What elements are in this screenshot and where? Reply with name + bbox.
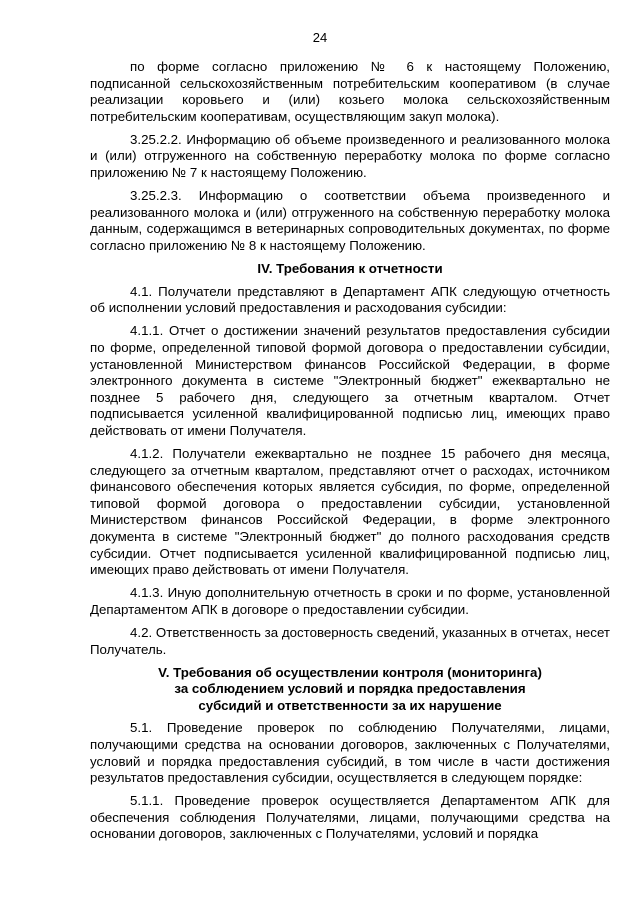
page-number: 24 <box>312 30 328 45</box>
paragraph-4-1: 4.1. Получатели представляют в Департамент АПК следующую отчетность об исполнении условий предоставления и расходования субсидии: <box>90 283 610 316</box>
paragraph-4-1-2: 4.1.2. Получатели ежеквартально не позднее 15 рабочего дня месяца, следующего за отчетным кварталом, представляют отчет о расходах, источником финансового обеспечения которых является субсидия, по форме, определенной типовой формой договора о предоставлении субсидии, установленной Министерством финансов Российской Федерации, в форме электронного документа в системе "Электронный бюджет" до полного расходования средств субсидии. Отчет подписывается усиленной квалифицированной подписью лиц, имеющих право действовать от имени Получателя. <box>90 445 610 578</box>
section-5-heading-line: субсидий и ответственности за их нарушение <box>198 697 502 713</box>
paragraph-5-1-1: 5.1.1. Проведение проверок осуществляется Департаментом АПК для обеспечения соблюдения Получателями, лицами, получающими средства на основании договоров, заключенных с Получателями, условий и порядка <box>90 793 610 842</box>
paragraph-continuation: по форме согласно приложению № 6 к настоящему Положению, подписанной сельскохозяйственным потребительским кооперативом (в случае реализации коровьего и (или) козьего молока сельскохозяйственным потребительским кооперативам, осуществляющим закуп молока). <box>90 59 610 124</box>
section-5-heading-line: за соблюдением условий и порядка предоставления <box>174 681 526 697</box>
paragraph-3-25-2-2: 3.25.2.2. Информацию об объеме произведенного и реализованного молока и (или) отгруженного на собственную переработку молока по форме согласно приложению № 7 к настоящему Положению. <box>90 131 610 181</box>
section-5-heading <box>90 665 610 715</box>
section-5-heading-line: V. Требования об осуществлении контроля (мониторинга) <box>158 664 542 680</box>
paragraph-3-25-2-3: 3.25.2.3. Информацию о соответствии объема произведенного и реализованного молока и (или) отгруженного на собственную переработку молока данным, содержащимся в ветеринарных сопроводительных документах, по форме согласно приложению № 8 к настоящему Положению. <box>90 188 610 253</box>
paragraph-4-2: 4.2. Ответственность за достоверность сведений, указанных в отчетах, несет Получатель. <box>90 624 610 657</box>
paragraph-4-1-3: 4.1.3. Иную дополнительную отчетность в сроки и по форме, установленной Департаментом АПК в договоре о предоставлении субсидии. <box>90 585 610 617</box>
paragraph-4-1-1: 4.1.1. Отчет о достижении значений результатов предоставления субсидии по форме, определенной типовой формой договора о предоставлении субсидии, установленной Министерством финансов Российской Федерации, в форме электронного документа в системе "Электронный бюджет" ежеквартально не позднее 5 рабочего дня, следующего за отчетным кварталом. Отчет подписывается усиленной квалифицированной подписью лиц, имеющих право действовать от имени Получателя. <box>90 323 610 438</box>
section-4-heading: IV. Требования к отчетности <box>257 261 443 277</box>
paragraph-5-1: 5.1. Проведение проверок по соблюдению Получателями, лицами, получающими средства на основании договоров, заключенных с Получателями, условий и порядка предоставления субсидий, в том числе в части достижения результатов предоставления субсидии, осуществляется в следующем порядке: <box>90 720 610 786</box>
document-body <box>90 59 610 850</box>
